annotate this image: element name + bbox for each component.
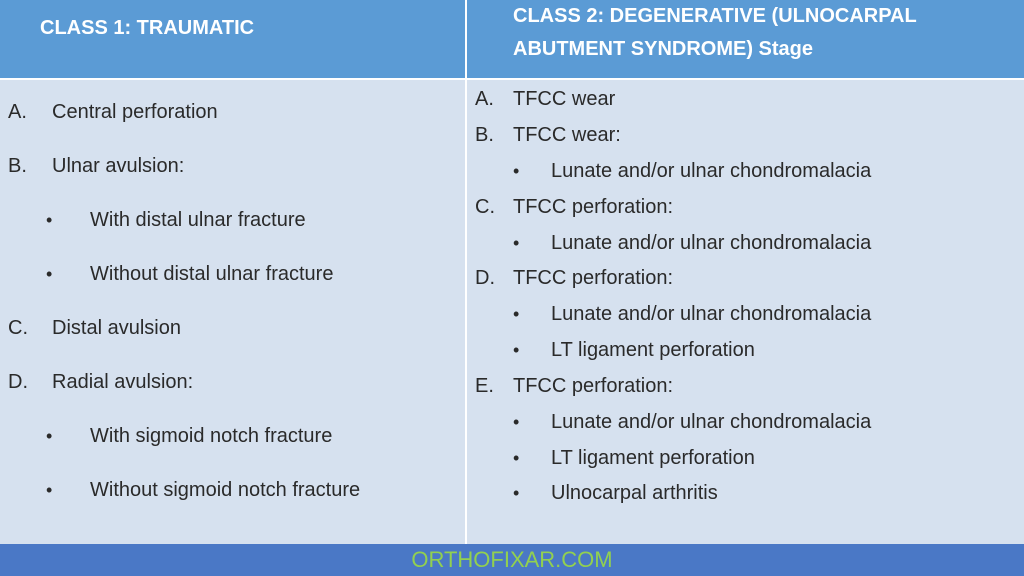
bullet-marker: • [46,210,53,230]
item-text: TFCC perforation: [513,267,674,289]
bullet-marker: • [513,233,520,253]
bullet-text: Lunate and/or ulnar chondromalacia [551,160,872,182]
item-marker: D. [8,371,28,393]
bullet-text: Lunate and/or ulnar chondromalacia [551,411,872,433]
bullet-text: Without sigmoid notch fracture [90,479,361,501]
class-1-column [0,80,465,544]
bullet-marker: • [513,483,520,503]
item-text: Ulnar avulsion: [52,155,185,177]
bullet-marker: • [46,480,53,500]
bullet-text: With distal ulnar fracture [90,209,306,231]
bullet-marker: • [46,264,53,284]
footer-bar [0,544,1024,576]
bullet-text: Without distal ulnar fracture [90,263,334,285]
bullet-text: With sigmoid notch fracture [90,425,333,447]
bullet-marker: • [513,340,520,360]
item-text: Distal avulsion [52,317,181,339]
item-text: Central perforation [52,101,218,123]
bullet-text: LT ligament perforation [551,447,755,469]
item-text: TFCC perforation: [513,196,674,218]
bullet-text: Ulnocarpal arthritis [551,482,718,504]
bullet-text: Lunate and/or ulnar chondromalacia [551,303,872,325]
bullet-marker: • [513,448,520,468]
item-text: TFCC wear: [513,124,621,146]
header-class-2 [467,0,1024,78]
bullet-marker: • [513,412,520,432]
bullet-text: Lunate and/or ulnar chondromalacia [551,232,872,254]
header-class-1 [0,0,465,78]
bullet-marker: • [513,161,520,181]
item-marker: B. [8,155,27,177]
item-marker: C. [8,317,28,339]
header-class-2-text: CLASS 2: DEGENERATIVE (ULNOCARPAL ABUTMENT SYNDROME) Stage [513,5,917,60]
header-class-1-text: CLASS 1: TRAUMATIC [40,17,255,39]
bullet-text: LT ligament perforation [551,339,755,361]
item-marker: A. [8,101,27,123]
item-marker: A. [475,88,494,110]
item-marker: C. [475,196,495,218]
item-text: TFCC wear [513,88,616,110]
item-text: Radial avulsion: [52,371,194,393]
bullet-marker: • [46,426,53,446]
class-2-column [467,80,1024,544]
bullet-marker: • [513,304,520,324]
item-marker: D. [475,267,495,289]
footer-site-label: ORTHOFIXAR.COM [411,547,613,572]
item-marker: B. [475,124,494,146]
item-text: TFCC perforation: [513,375,674,397]
item-marker: E. [475,375,494,397]
